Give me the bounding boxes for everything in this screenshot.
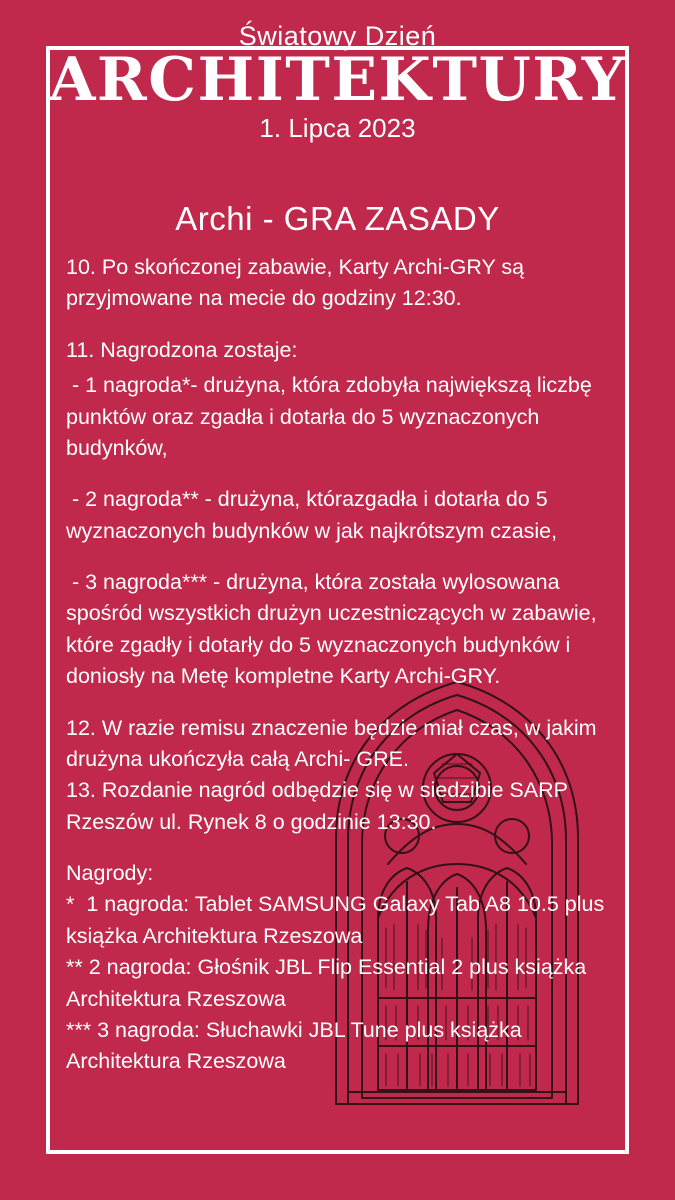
prize-rule-2: - 2 nagroda** - drużyna, którazgadła i dotarła do 5 wyznaczonych budynków w jak najkrótszym czasie, bbox=[66, 487, 558, 543]
prize-item-3: *** 3 nagroda: Słuchawki JBL Tune plus książka Architektura Rzeszowa bbox=[66, 1017, 527, 1074]
rule-item-13: 13. Rozdanie nagród odbędzie się w siedzibie SARP Rzeszów ul. Rynek 8 o godzinie 13:30. bbox=[66, 778, 574, 834]
poster-header bbox=[0, 22, 675, 144]
prizes-section bbox=[66, 858, 611, 1078]
section-title: Archi - GRA ZASADY bbox=[175, 200, 500, 237]
header-date: 1. Lipca 2023 bbox=[259, 112, 416, 143]
prize-item-1: * 1 nagroda: Tablet SAMSUNG Galaxy Tab A8 10.5 plus książka Architektura Rzeszowa bbox=[66, 892, 611, 948]
rule-item-12: 12. W razie remisu znaczenie będzie miał czas, w jakim drużyna ukończyła całą Archi- GRE. bbox=[66, 715, 603, 771]
rule-item-11: 11. Nagrodzona zostaje: bbox=[66, 337, 298, 362]
prizes-heading: Nagrody: bbox=[66, 861, 154, 885]
page-title: ARCHITEKTURY bbox=[48, 44, 627, 115]
rules-body bbox=[66, 252, 611, 1078]
header-kicker: Światowy Dzień bbox=[238, 21, 437, 51]
rule-item-10: 10. Po skończonej zabawie, Karty Archi-GRY są przyjmowane na mecie do godziny 12:30. bbox=[66, 255, 531, 311]
prize-rule-1: - 1 nagroda*- drużyna, która zdobyła największą liczbę punktów oraz zgadła i dotarła do 5 wyznaczonych budynków, bbox=[66, 373, 598, 460]
prize-rule-3: - 3 nagroda*** - drużyna, która została wylosowana spośród wszystkich drużyn uczestniczących w zabawie, które zgadły i dotarły do 5 wyznaczonych budynków i doniosły na Metę kompletne Karty Archi-GRY. bbox=[66, 570, 603, 689]
prize-item-2: ** 2 nagroda: Głośnik JBL Flip Essential 2 plus książka Architektura Rzeszowa bbox=[66, 955, 592, 1011]
